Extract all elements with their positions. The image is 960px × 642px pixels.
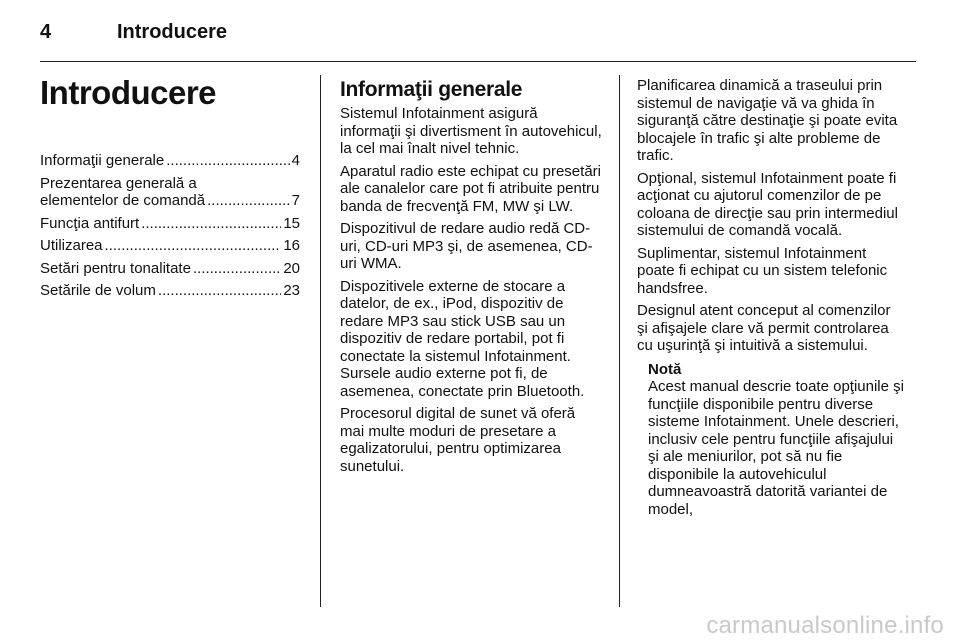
paragraph: Designul atent conceput al comenzilor şi afişajele clare vă permit controlarea cu uşurinţă şi intuitivă a sistemului. — [637, 302, 891, 354]
column-divider — [320, 75, 321, 607]
toc-entry-title: Setările de volum — [40, 282, 156, 299]
paragraph: Dispozitivele externe de stocare a datelor, de ex., iPod, dispozitiv de redare MP3 sau stick USB sau un dispozitiv de redare portabil, pot fi conectate la sistemul Infotainment. Sursele audio externe pot fi, de asemenea, conectate prin Bluetooth. — [340, 277, 585, 400]
toc-leader — [158, 282, 281, 300]
toc-leader — [193, 260, 281, 278]
table-of-contents — [40, 152, 300, 305]
column-divider — [619, 75, 620, 607]
note-text: Acest manual descrie toate opţiunile şi funcţiile disponibile pentru diverse sisteme Infotainment. Unele descrieri, inclusiv cele pentru funcţiile afişajului şi ale meniurilor, pot să nu fie disponibile la autovehiculul dumneavoastră datorită variantei de model, — [648, 378, 904, 518]
running-title: Introducere — [117, 21, 228, 43]
watermark: carmanualsonline.info — [706, 612, 944, 639]
toc-entry-page: 7 — [291, 192, 300, 209]
toc-leader — [207, 192, 290, 210]
toc-entry-page: 16 — [283, 237, 300, 254]
toc-entry-title: elementelor de comandă — [40, 192, 206, 209]
toc-entry-page: 23 — [283, 282, 300, 299]
toc-entry[interactable] — [40, 215, 300, 233]
toc-entry[interactable] — [40, 175, 300, 210]
toc-entry-page: 15 — [283, 214, 300, 232]
paragraph: Opţional, sistemul Infotainment poate fi acţionat cu ajutorul comenzilor de pe coloana de direcţie sau prin intermediul sistemului de comandă vocală. — [637, 169, 898, 239]
note-label: Notă — [648, 360, 682, 378]
toc-entry-title: Utilizarea — [40, 237, 103, 254]
paragraph: Procesorul digital de sunet vă oferă mai multe moduri de presetare a egalizatorului, pentru optimizarea sunetului. — [340, 405, 576, 475]
section-heading: Informaţii generale — [340, 78, 523, 101]
toc-entry[interactable] — [40, 260, 300, 278]
page-number: 4 — [40, 21, 52, 43]
toc-entry-title: Informaţii generale — [40, 152, 165, 169]
toc-entry-title: Setări pentru tonalitate — [40, 259, 191, 277]
chapter-title: Introducere — [40, 74, 217, 111]
toc-entry-page: 4 — [291, 152, 300, 169]
toc-leader — [105, 237, 282, 255]
toc-entry[interactable] — [40, 152, 300, 170]
toc-entry-page: 20 — [283, 259, 300, 277]
header-rule — [40, 61, 916, 62]
toc-leader — [166, 152, 289, 170]
toc-entry-title-line: Prezentarea generală a — [40, 174, 197, 192]
toc-leader — [141, 215, 281, 233]
toc-entry[interactable] — [40, 282, 300, 300]
text-column-right — [637, 77, 905, 518]
paragraph: Sistemul Infotainment asigură informaţii şi divertisment în autovehicul, la cel mai înalt nivel tehnic. — [340, 105, 602, 157]
paragraph: Suplimentar, sistemul Infotainment poate fi echipat cu un sistem telefonic handsfree. — [637, 244, 888, 297]
toc-entry[interactable] — [40, 237, 300, 255]
paragraph: Dispozitivul de redare audio redă CD-uri, CD-uri MP3 şi, de asemenea, CD-uri WMA. — [340, 220, 593, 272]
paragraph: Aparatul radio este echipat cu presetări ale canalelor care pot fi atribuite pentru banda de frecvenţă FM, MW şi LW. — [340, 162, 601, 215]
note-box — [648, 361, 905, 519]
toc-entry-title: Funcţia antifurt — [40, 214, 140, 232]
text-column-middle — [340, 77, 602, 480]
paragraph: Planificarea dinamică a traseului prin sistemul de navigaţie vă va ghida în siguranţă către destinaţie şi poate evita blocajele în trafic şi alte probleme de trafic. — [637, 77, 898, 164]
